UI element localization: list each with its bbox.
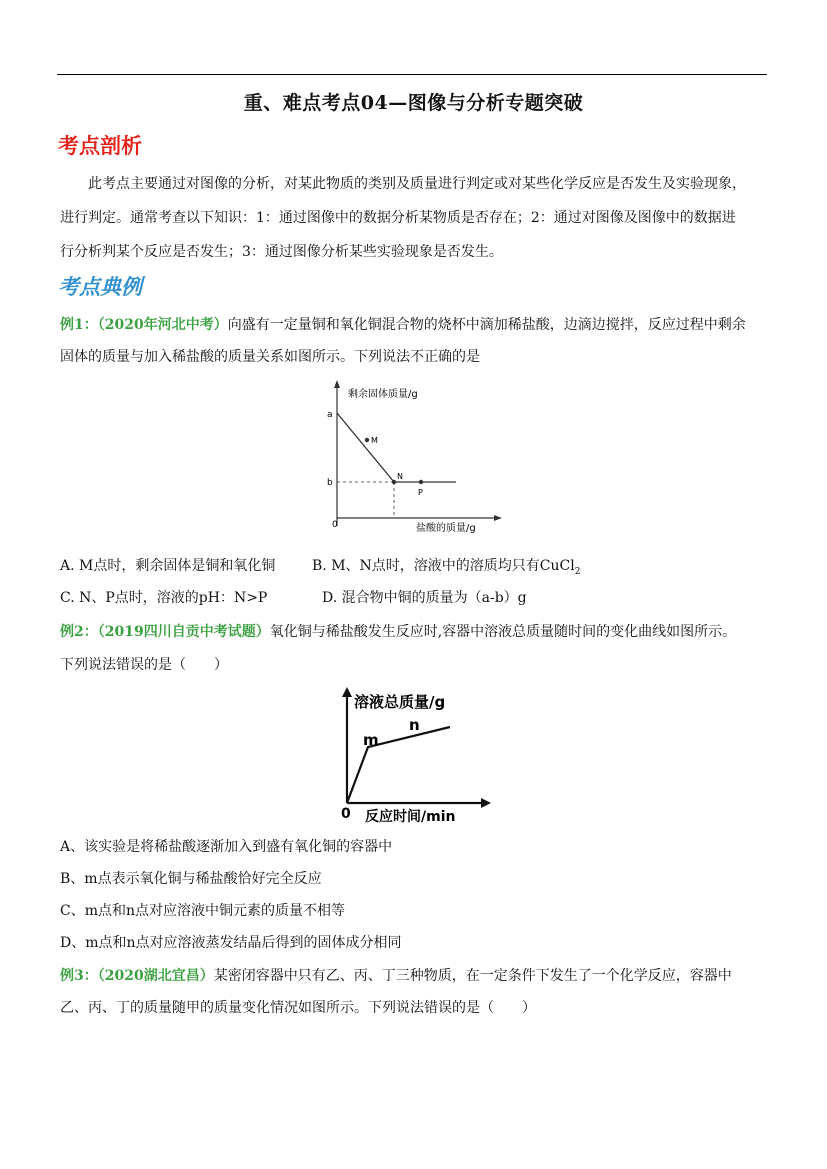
page-title: 重、难点考点04—图像与分析专题突破 xyxy=(243,92,584,114)
example1-text-1: 向盛有一定量铜和氧化铜混合物的烧杯中滴加稀盐酸，边滴边搅拌，反应过程中剩余 xyxy=(227,317,746,333)
example2-text-2: 下列说法错误的是（ ） xyxy=(60,657,228,673)
section-heading-examples: 考点典例 xyxy=(58,274,142,299)
example1-option-b-text: B. M、N点时，溶液中的溶质均只有CuCl xyxy=(312,558,575,574)
analysis-paragraph xyxy=(60,167,770,269)
example1-label: 例1：（2020年河北中考） xyxy=(60,317,228,333)
example1-chart xyxy=(320,378,510,538)
chart2-xlabel: 反应时间/min xyxy=(365,809,456,825)
example2-text-1: 氧化铜与稀盐酸发生反应时,容器中溶液总质量随时间的变化曲线如图所示。 xyxy=(269,624,737,640)
example1-option-a: A. M点时，剩余固体是铜和氧化铜 xyxy=(60,558,276,574)
example3-label: 例3：（2020湖北宜昌） xyxy=(60,968,214,984)
example1-option-b xyxy=(312,555,580,577)
example2-option-a: A、该实验是将稀盐酸逐渐加入到盛有氧化铜的容器中 xyxy=(60,839,393,855)
chart1-origin: 0 xyxy=(332,520,338,530)
chart1-xlabel: 盐酸的质量/g xyxy=(416,523,476,534)
section-heading-analysis: 考点剖析 xyxy=(58,133,142,158)
example2-line-1 xyxy=(60,621,736,641)
analysis-line-1: 此考点主要通过对图像的分析，对某此物质的类别及质量进行判定或对某些化学反应是否发生及实验现象， xyxy=(88,176,746,192)
chart1-point-m xyxy=(365,438,369,442)
example1-line-1 xyxy=(60,314,746,334)
chart1-point-n xyxy=(392,480,396,484)
example1-option-d: D. 混合物中铜的质量为（a-b）g xyxy=(322,590,527,606)
header-rule xyxy=(57,74,767,75)
chart1-label-a: a xyxy=(327,410,333,420)
example2-chart xyxy=(325,685,500,825)
chart2-label-n: n xyxy=(409,716,420,734)
analysis-line-3: 行分析判某个反应是否发生；3：通过图像分析某些实验现象是否发生。 xyxy=(60,244,503,260)
chart2-origin: 0 xyxy=(341,806,351,822)
chart1-label-m: M xyxy=(371,436,378,445)
chart1-label-b: b xyxy=(327,478,333,488)
analysis-line-2: 进行判定。通常考查以下知识：1：通过图像中的数据分析某物质是否存在；2：通过对图像及图像中的数据进 xyxy=(60,210,736,226)
chart1-label-n: N xyxy=(397,472,403,481)
example2-option-d: D、m点和n点对应溶液蒸发结晶后得到的固体成分相同 xyxy=(60,935,402,951)
chart1-ylabel: 剩余固体质量/g xyxy=(348,389,418,400)
chart2-label-m: m xyxy=(363,731,379,749)
example1-option-b-sub: 2 xyxy=(574,566,581,577)
example3-text-2: 乙、丙、丁的质量随甲的质量变化情况如图所示。下列说法错误的是（ ） xyxy=(60,1000,536,1016)
example1-option-c: C. N、P点时，溶液的pH：N>P xyxy=(60,590,268,606)
chart1-point-p xyxy=(419,480,423,484)
chart2-ylabel: 溶液总质量/g xyxy=(354,693,446,711)
chart1-label-p: P xyxy=(418,488,423,497)
example2-option-b: B、m点表示氧化铜与稀盐酸恰好完全反应 xyxy=(60,871,322,887)
example1-text-2: 固体的质量与加入稀盐酸的质量关系如图所示。下列说法不正确的是 xyxy=(60,349,480,365)
example2-option-c: C、m点和n点对应溶液中铜元素的质量不相等 xyxy=(60,903,346,919)
example2-label: 例2：（2019四川自贡中考试题） xyxy=(60,624,270,640)
example3-text-1: 某密闭容器中只有乙、丙、丁三种物质，在一定条件下发生了一个化学反应，容器中 xyxy=(213,968,732,984)
example3-line-1 xyxy=(60,965,732,985)
